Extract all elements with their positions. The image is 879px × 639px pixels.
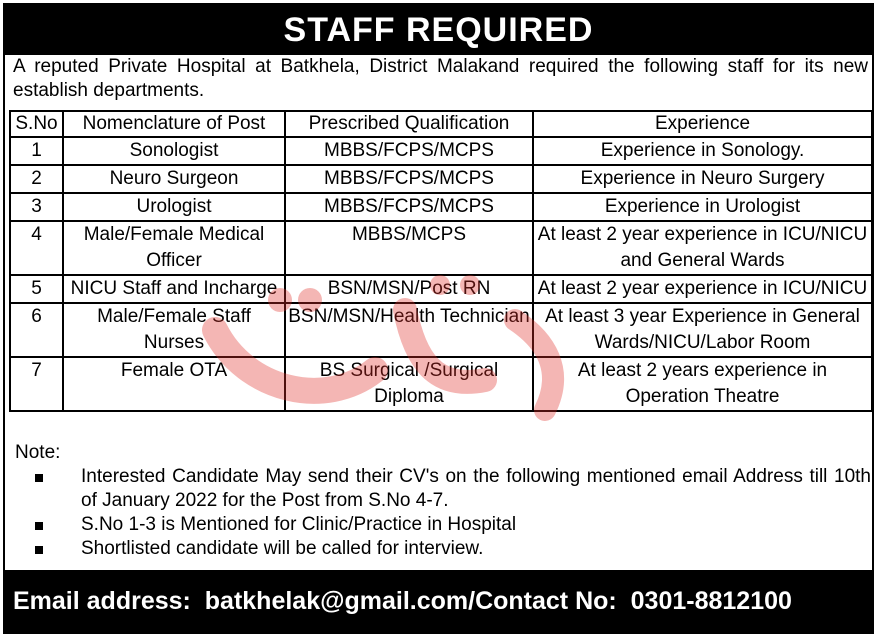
- cell-qualification: BS Surgical /Surgical Diploma: [285, 357, 533, 411]
- list-item: [15, 465, 871, 513]
- cell-sno: 7: [10, 357, 63, 411]
- cell-post: Male/Female Staff Nurses: [63, 303, 285, 357]
- cell-experience: At least 2 year experience in ICU/NICU: [533, 275, 872, 303]
- cell-qualification: BSN/MSN/Post RN: [285, 275, 533, 303]
- email-link[interactable]: batkhelak@gmail.com: [204, 587, 469, 615]
- table-row: [10, 165, 872, 193]
- page-title: STAFF REQUIRED: [5, 5, 872, 55]
- contact-footer: [5, 570, 872, 632]
- note-text: Interested Candidate May send their CV's on the following mentioned email Address till 10th of January 2022 for the Post from S.No 4-7.: [81, 466, 871, 511]
- job-advertisement: [3, 3, 874, 634]
- table-row: [10, 137, 872, 165]
- contact-number[interactable]: 0301-8812100: [630, 587, 792, 615]
- intro-paragraph: A reputed Private Hospital at Batkhela, District Malakand required the following staff for its new establish departments.: [13, 56, 868, 101]
- cell-sno: 1: [10, 137, 63, 165]
- bullet-square-icon: [35, 546, 43, 554]
- email-label: Email address:: [13, 587, 191, 615]
- footer-separator: /: [468, 587, 476, 615]
- cell-post: NICU Staff and Incharge: [63, 275, 285, 303]
- cell-qualification: MBBS/FCPS/MCPS: [285, 193, 533, 221]
- cell-experience: Experience in Neuro Surgery: [533, 165, 872, 193]
- cell-sno: 5: [10, 275, 63, 303]
- cell-experience: At least 2 years experience in Operation Theatre: [533, 357, 872, 411]
- bullet-square-icon: [35, 522, 43, 530]
- list-item: [15, 537, 871, 561]
- table-row: [10, 221, 872, 275]
- column-header-post: Nomenclature of Post: [63, 111, 285, 137]
- note-text: Shortlisted candidate will be called for interview.: [81, 538, 484, 559]
- table-row: [10, 275, 872, 303]
- cell-qualification: BSN/MSN/Health Technician: [285, 303, 533, 357]
- column-header-qualification: Prescribed Qualification: [285, 111, 533, 137]
- cell-post: Urologist: [63, 193, 285, 221]
- cell-post: Neuro Surgeon: [63, 165, 285, 193]
- note-label: Note:: [15, 442, 61, 463]
- note-text: S.No 1-3 is Mentioned for Clinic/Practice in Hospital: [81, 514, 517, 535]
- notes-list: [15, 465, 871, 561]
- cell-qualification: MBBS/FCPS/MCPS: [285, 137, 533, 165]
- bullet-square-icon: [35, 474, 43, 482]
- staff-table: [9, 110, 873, 412]
- cell-sno: 6: [10, 303, 63, 357]
- cell-experience: Experience in Urologist: [533, 193, 872, 221]
- cell-sno: 2: [10, 165, 63, 193]
- cell-post: Male/Female Medical Officer: [63, 221, 285, 275]
- cell-experience: At least 3 year Experience in General Wards/NICU/Labor Room: [533, 303, 872, 357]
- table-header-row: [10, 111, 872, 137]
- cell-experience: At least 2 year experience in ICU/NICU and General Wards: [533, 221, 872, 275]
- contact-label: Contact No:: [475, 587, 617, 615]
- column-header-sno: S.No: [10, 111, 63, 137]
- cell-post: Female OTA: [63, 357, 285, 411]
- table-row: [10, 357, 872, 411]
- column-header-experience: Experience: [533, 111, 872, 137]
- cell-sno: 3: [10, 193, 63, 221]
- table-row: [10, 193, 872, 221]
- table-row: [10, 303, 872, 357]
- cell-experience: Experience in Sonology.: [533, 137, 872, 165]
- list-item: [15, 513, 871, 537]
- cell-sno: 4: [10, 221, 63, 275]
- cell-post: Sonologist: [63, 137, 285, 165]
- cell-qualification: MBBS/MCPS: [285, 221, 533, 275]
- cell-qualification: MBBS/FCPS/MCPS: [285, 165, 533, 193]
